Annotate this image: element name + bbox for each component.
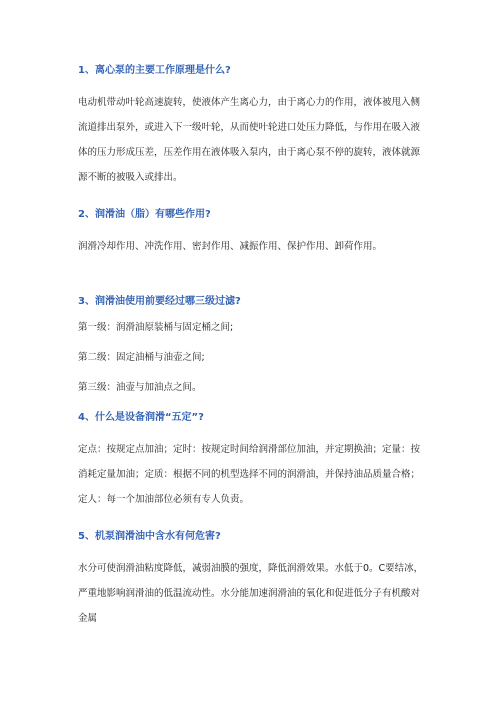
- section-title: 1、离心泵的主要工作原理是什么?: [78, 65, 231, 76]
- section-5: [78, 530, 428, 631]
- section-4: [78, 411, 428, 512]
- section-body: 定点：按规定点加油；定时：按规定时间给润滑部位加油，并定期换油；定量：按消耗定量加油；定质：根据不同的机型选择不同的润滑油，并保持油品质量合格；定人：每一个加油部位必须有专人负责。: [78, 444, 421, 505]
- document-content: [78, 64, 428, 631]
- section-title: 2、润滑油（脂）有哪些作用?: [78, 209, 211, 220]
- section-body: 润滑冷却作用、冲洗作用、密封作用、减振作用、保护作用、卸荷作用。: [78, 241, 383, 252]
- filter-level-2: 第二级：固定油桶与油壶之间;: [78, 352, 205, 363]
- section-title: 5、机泵润滑油中含水有何危害?: [78, 531, 221, 542]
- section-body: 电动机带动叶轮高速旋转，使液体产生离心力，由于离心力的作用，液体被甩入侧流道排出泵外，或进入下一级叶轮，从而使叶轮进口处压力降低，与作用在吸入液体的压力形成压差，压差作用在液体吸入泵内，由于离心泵不停的旋转，液体就源源不断的被吸入或排出。: [78, 97, 421, 183]
- section-3: [78, 295, 428, 395]
- section-body: 水分可使润滑油粘度降低，减弱油膜的强度，降低润滑效果。水低于0。C要结冰，严重地影响润滑油的低温流动性。水分能加速润滑油的氧化和促进低分子有机酸对金属: [78, 563, 424, 624]
- filter-level-1: 第一级：润滑油原装桶与固定桶之间;: [78, 322, 234, 333]
- section-2: [78, 208, 428, 259]
- section-title: 3、润滑油使用前要经过哪三级过滤?: [78, 296, 241, 307]
- section-1: [78, 64, 428, 190]
- filter-level-3: 第三级：油壶与加油点之间。: [78, 382, 202, 393]
- section-title: 4、什么是设备润滑“五定”?: [78, 412, 204, 423]
